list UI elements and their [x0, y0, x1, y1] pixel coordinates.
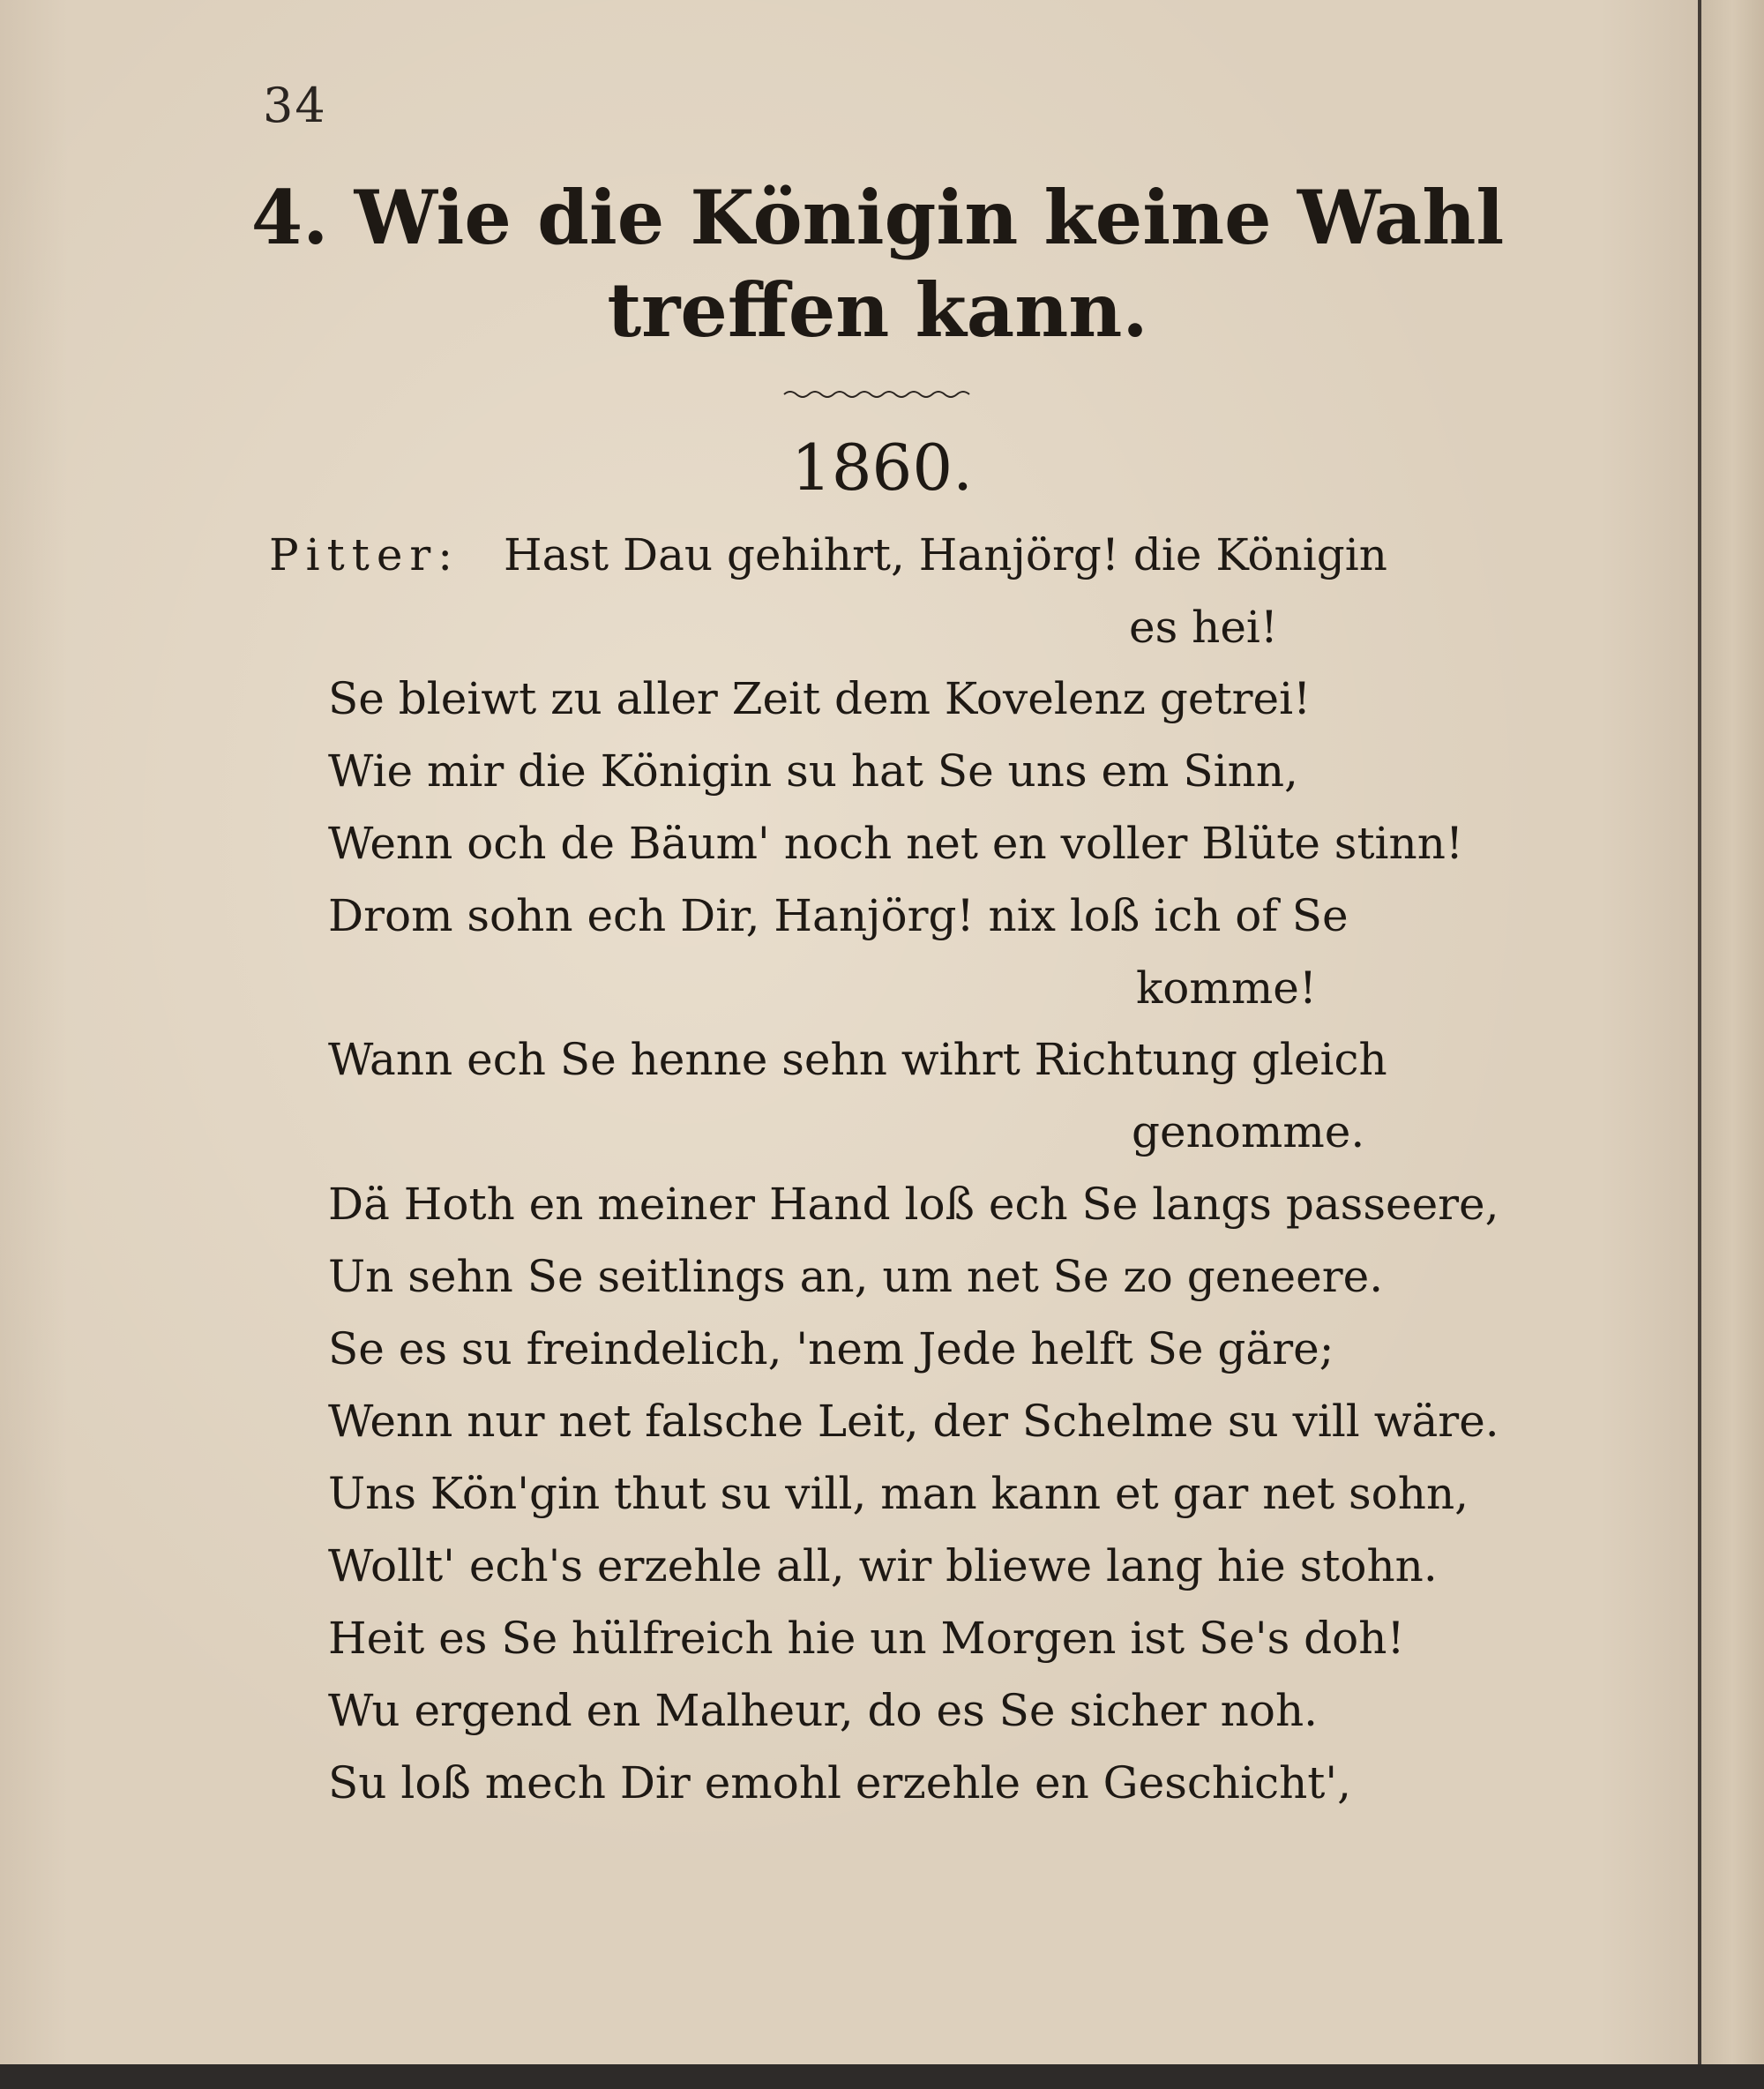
scan-bottom-border [0, 2064, 1764, 2089]
year-heading: 1860. [790, 431, 974, 505]
poem-line: Un sehn Se seitlings an, um net Se zo geneere. [328, 1251, 1384, 1302]
poem-line: Se bleiwt zu aller Zeit dem Kovelenz getrei! [328, 673, 1312, 724]
wavy-divider-ornament [782, 388, 976, 401]
poem-first-line [269, 529, 1387, 580]
poem-line-carry: genomme. [1132, 1106, 1365, 1157]
poem-line: Heit es Se hülfreich hie un Morgen ist Se's doh! [328, 1613, 1405, 1664]
poem-line: Wu ergend en Malheur, do es Se sicher noh. [328, 1685, 1319, 1736]
poem-line: Wenn nur net falsche Leit, der Schelme su vill wäre. [328, 1396, 1499, 1447]
poem-line: Su loß mech Dir emohl erzehle en Geschicht', [328, 1757, 1352, 1808]
chapter-title-line-1: 4. Wie die Königin keine Wahl [250, 174, 1505, 261]
poem-line: Drom sohn ech Dir, Hanjörg! nix loß ich of Se [328, 890, 1349, 941]
poem-line: Se es su freindelich, 'nem Jede helft Se gäre; [328, 1323, 1334, 1374]
poem-line: Wann ech Se henne sehn wihrt Richtung gleich [328, 1034, 1387, 1085]
poem-line: Hast Dau gehihrt, Hanjörg! die Königin [503, 529, 1387, 580]
speaker-name: Pitter: [269, 529, 460, 580]
facing-page-edge [1701, 0, 1764, 2064]
poem-line: Wollt' ech's erzehle all, wir bliewe lang hie stohn. [328, 1540, 1438, 1591]
poem-line-carry: es hei! [1129, 602, 1279, 653]
page-number: 34 [263, 78, 327, 133]
poem-line: Dä Hoth en meiner Hand loß ech Se langs passeere, [328, 1179, 1499, 1230]
poem-line: Uns Kön'gin thut su vill, man kann et gar net sohn, [328, 1468, 1469, 1519]
poem-line: Wie mir die Königin su hat Se uns em Sinn, [328, 745, 1298, 797]
poem-line: Wenn och de Bäum' noch net en voller Blüte stinn! [328, 818, 1464, 869]
chapter-title-line-2: treffen kann. [607, 266, 1148, 354]
poem-line-carry: komme! [1136, 962, 1317, 1014]
